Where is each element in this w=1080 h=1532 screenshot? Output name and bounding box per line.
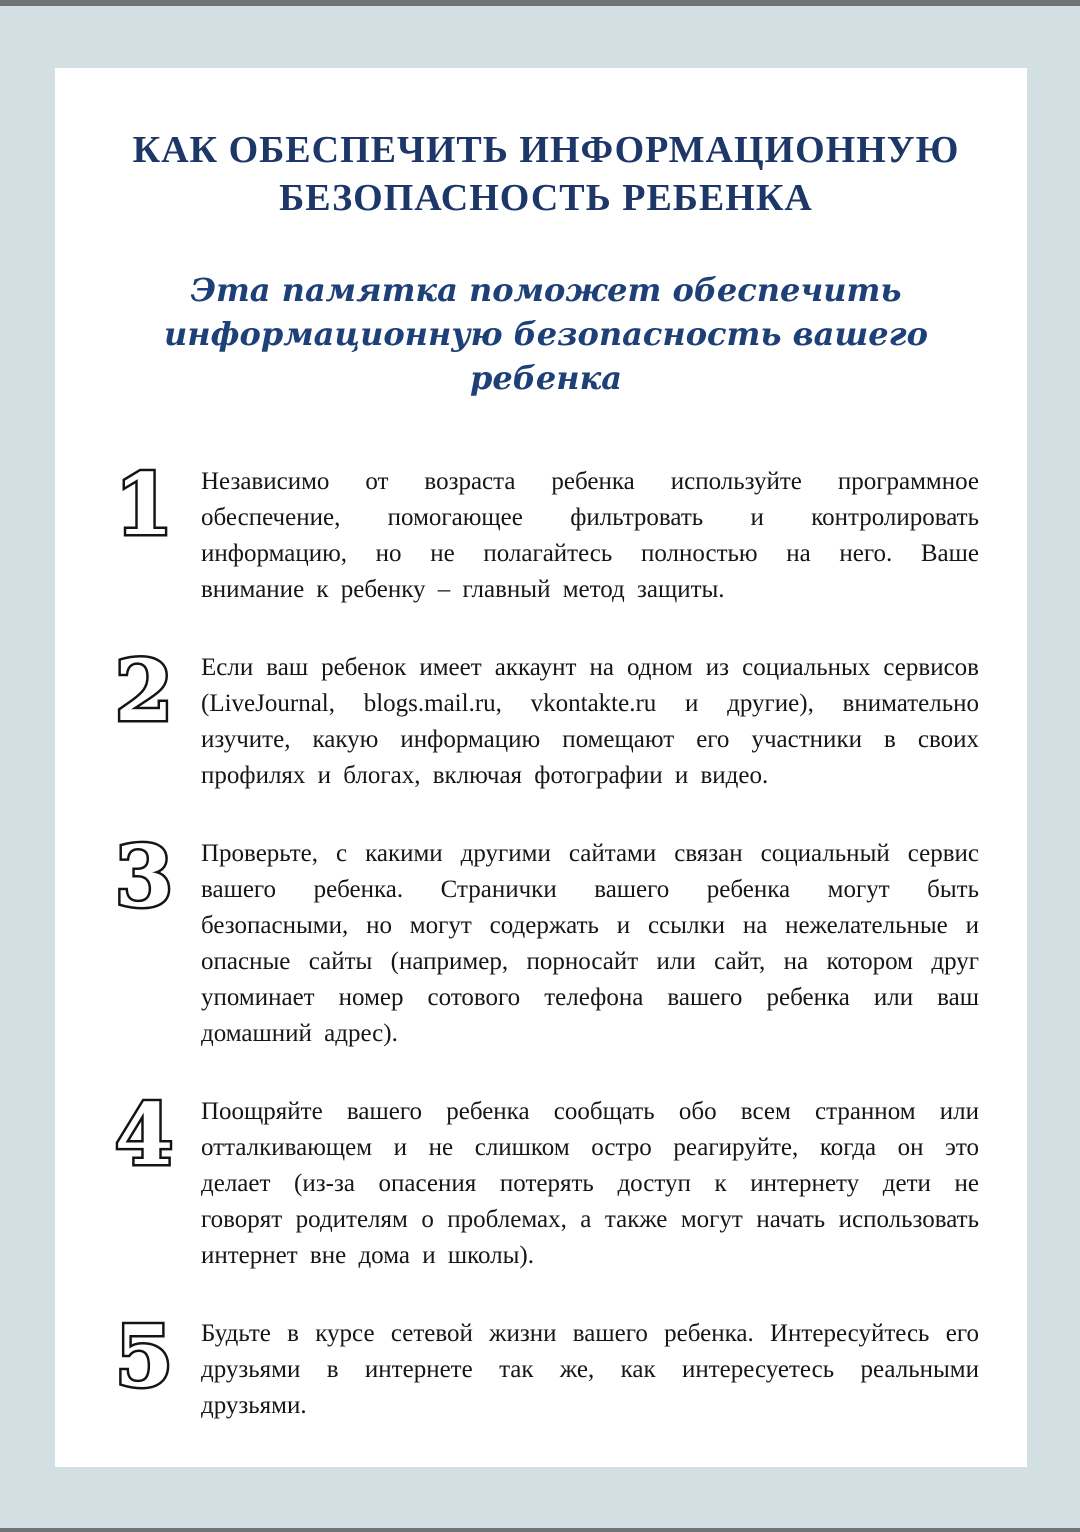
item-4-text: Поощряйте вашего ребенка сообщать обо всем странном или отталкивающем и не слишком остро реагируйте, когда он это делает (из-за опасения потерять доступ к интернету дети не говорят родителям о проблемах, а также могут начать использовать интернет вне дома и школы).: [201, 1098, 979, 1269]
page-subtitle-line-2: информационную безопасность вашего ребенка: [164, 315, 928, 397]
item-5-text: Будьте в курсе сетевой жизни вашего ребенка. Интересуйтесь его друзьями в интернете так же, как интересуетесь реальными друзьями.: [201, 1320, 979, 1419]
item-1-number-badge: [113, 464, 175, 548]
item-3-text: Проверьте, с какими другими сайтами связан социальный сервис вашего ребенка. Странички вашего ребенка могут быть безопасными, но могут содержать и ссылки на нежелательные и опасные сайты (например, порносайт или сайт, на котором друг упоминает номер сотового телефона вашего ребенка или ваш домашний адрес).: [201, 840, 979, 1047]
top-border-bar: [0, 0, 1080, 6]
svg-text:3: 3: [114, 836, 174, 920]
list-item: [113, 650, 979, 794]
number-1-icon: [113, 464, 175, 548]
svg-text:4: 4: [114, 1094, 174, 1178]
bottom-border-bar: [0, 1528, 1080, 1532]
item-4-number-badge: [113, 1094, 175, 1178]
page-subtitle-line-1: Эта памятка поможет обеспечить: [190, 271, 902, 309]
page-title-line-1: КАК ОБЕСПЕЧИТЬ ИНФОРМАЦИОННУЮ: [132, 129, 960, 171]
list-item: [113, 1094, 979, 1274]
page-title: [113, 126, 979, 222]
svg-text:5: 5: [114, 1316, 174, 1400]
memo-card: [55, 68, 1027, 1467]
item-2-text: Если ваш ребенок имеет аккаунт на одном из социальных сервисов (LiveJournal, blogs.mail.ru, vkontakte.ru и другие), внимательно изучите, какую информацию помещают его участники в своих профилях и блогах, включая фотографии и видео.: [201, 654, 979, 789]
page-title-line-2: БЕЗОПАСНОСТЬ РЕБЕНКА: [279, 177, 813, 219]
number-2-icon: [113, 650, 175, 734]
item-2-number-badge: [113, 650, 175, 734]
number-3-icon: [113, 836, 175, 920]
number-4-icon: [113, 1094, 175, 1178]
number-5-icon: [113, 1316, 175, 1400]
list-item: [113, 464, 979, 608]
list-item: [113, 1316, 979, 1424]
svg-text:2: 2: [114, 650, 174, 734]
item-5-number-badge: [113, 1316, 175, 1400]
list-item: [113, 836, 979, 1052]
page-subtitle: [113, 268, 979, 400]
item-3-number-badge: [113, 836, 175, 920]
svg-text:1: 1: [114, 464, 174, 548]
item-1-text: Независимо от возраста ребенка используйте программное обеспечение, помогающее фильтровать и контролировать информацию, но не полагайтесь полностью на него. Ваше внимание к ребенку – главный метод защиты.: [201, 468, 979, 603]
tips-list: [113, 464, 979, 1424]
